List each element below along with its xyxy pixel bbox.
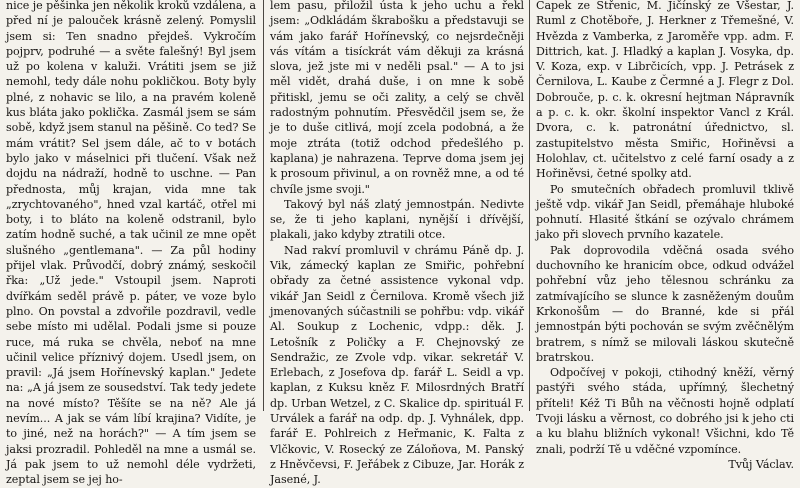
paragraph: Po smutečních obřadech promluvil tklivě ještě vdp. vikář Jan Seidl, přemáhaje hluboké pohnutí. Hlasité štkání se ozývalo chrámem jako při slovech prvního kazatele. [536,182,794,242]
paragraph: nice je pěšinka jen několik kroků vzdálena, a před ní je palouček krásně zelený. Pomyslil jsem si: Ten snadno přejdeš. Vykročím pojprv, podruhé — a světe falešný! Byl jsem už po kolena v kaluži. Vrátiti jsem se již nemohl, tedy dále nohu pokličkou. Boty byly plné, z nohavic se lilo, a na pravém koleně kus bláta jako poklička. Zasmál jsem se sám sobě, když jsem stanul na pěšině. Co ted? Se mám vrátit? Sel jsem dále, ač to v botách bylo jako v máselnici při tlučení. Však než dojdu na nádraží, hodně to uschne. — Pan přednosta, můj krajan, vida mne tak „zrychtovaného", hned vzal kartáč, otřel mi boty, i to bláto na koleně odstranil, bylo zatím hodně suché, a tak učinil ze mne opět slušného „gentlemana". — Za půl hodiny přijel vlak. Průvodčí, dobrý známý, seskočil řka: „Už jede." Vstoupil jsem. Naproti dvířkám seděl právě p. páter, ve voze bylo plno. On povstal a zdvořile pozdravil, vedle sebe místo mi udělal. Podali jsme si pouze ruce, má ruka se chvěla, neboť na mne učinil velice příznivý dojem. Usedl jsem, on pravil: „Já jsem Hořínevský kaplan." Jedete na: „A já jsem ze sousedství. Tak tedy jedete na nové místo? Těšíte se na ně? Ale já nevím... A jak se vám líbí krajina? Vidíte, je to jiné, než na horách?" — A tím jsem se jaksi prozradil. Pohleděl na mne a usmál se. Já pak jsem to už nemohl déle vydržeti, zeptal jsem se jej ho- [6,0,256,487]
paragraph: Odpočívej v pokoji, ctihodný kněží, věrný pastýři svého stáda, upřímný, šlechetný příteli! Kéž Ti Bůh na věčnosti hojně odplatí Tvoji lásku a věrnost, co dobrého jsi k jeho cti a ku blahu bližních vykonal! Všichni, kdo Tě znali, podrží Tě u vděčné vzpomínce. [536,366,794,456]
column-divider [529,0,530,411]
paragraph: Čapek ze Střenic, M. Jičínský ze Všestar, J. Ruml z Chotěboře, J. Herkner z Třemešné, V. Hvězda z Vamberka, z Jaroměře vpp. adm. F. Dittrich, kat. J. Hladký a kaplan J. Vosyka, dp. V. Koza, exp. v Librčicích, vpp. J. Petrásek z Černilova, L. Kaube z Čermné a J. Flegr z Dol. Dobrouče, p. c. k. okresní hejtman Nápravník a p. c. k. okr. školní inspektor Vancl z Král. Dvora, c. k. patronátní úřednictvo, sl. zastupitelstvo města Smiřic, Hořiněvsi a Holohlav, ct. učitelstvo z celé farní osady a z Hořiněvsi, četné spolky atd. [536,0,794,181]
paragraph: Takový byl náš zlatý jemnostpán. Nedivte se, že ti jeho kaplani, nynější i dřívější, plakali, jako kdyby ztratili otce. [270,197,524,242]
column-3 [536,0,794,471]
column-divider [263,0,264,411]
paragraph: Pak doprovodila vděčná osada svého duchovního ke hranicím obce, odkud odvážel pohřební vůz jeho tělesnou schránku za zatmívajícího se slunce k zasněženým douům Krkonošům — do Branné, kde si přál jemnostpán býti pochován se svým zvěčnělým bratrem, s nímž se milovali láskou skutečně bratrskou. [536,243,794,364]
column-1 [6,0,256,487]
signature: Tvůj Václav. [728,457,794,471]
paragraph: lem pasu, přiložil ústa k jeho uchu a řekl jsem: „Odkládám škrabošku a představuji se vám jako farář Hořínevský, co nejsrdečněji vás vítám a tisíckrát vám děkuji za krásná slova, jež jste mi v neděli psal." — A to jsi měl vidět, drahá duše, i on mne k sobě přitiskl, jemu se oči zality, a celý se chvěl radostným pohnutím. Přesvědčil jsem se, že je to duše citlivá, mojí zcela podobná, a že moje ztráta (totiž odchod předešlého p. kaplana) je nahrazena. Teprve doma jsem jej k prosoum přivinul, a on rovněž mne, a od té chvíle jsme svoji." [270,0,524,196]
column-2 [270,0,524,487]
paragraph: Nad rakví promluvil v chrámu Páně dp. J. Vik, zámecký kaplan ze Smiřic, pohřební obřady za četné assistence vykonal vdp. vikář Jan Seidl z Černilova. Kromě všech již jmenovaných súčastnili se pohřbu: vdp. vikář Al. Soukup z Lochenic, vdpp.: děk. J. Letošník z Poličky a F. Chejnovský ze Sendražic, ze Zvole vdp. vikar. sekretář V. Erlebach, z Josefova dp. farář L. Seidl a vp. kaplan, z Kuksu kněz F. Milosrdných Bratří dp. Urban Wetzel, z C. Skalice dp. spirituál F. Urválek a farář na odp. dp. J. Vyhnálek, dpp. farář E. Pohlreich z Heřmanic, K. Falta z Vlčkovic, V. Rosecký ze Záloňova, M. Panský z Hněvčevsi, F. Jeřábek z Cibuze, Jar. Horák z Jasené, J. [270,243,524,487]
